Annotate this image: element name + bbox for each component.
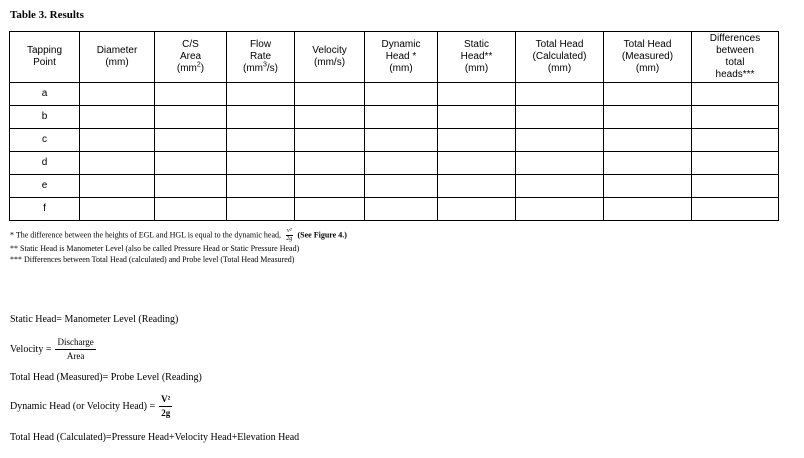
table-row (10, 129, 779, 152)
empty-cell (604, 152, 692, 175)
tapping-point-cell: f (10, 198, 80, 221)
column-header-label: Tapping Point (26, 45, 63, 68)
empty-cell (692, 198, 779, 221)
dynamic-head-fraction (159, 393, 172, 420)
empty-cell (692, 83, 779, 106)
column-header (295, 32, 365, 83)
empty-cell (155, 83, 227, 106)
column-header-label (227, 39, 294, 75)
empty-cell (80, 152, 155, 175)
column-header (227, 32, 295, 83)
tapping-point-cell: a (10, 83, 80, 106)
static-head-formula: Static Head= Manometer Level (Reading) (10, 314, 179, 325)
column-header (365, 32, 438, 83)
tapping-point-cell: e (10, 175, 80, 198)
column-header-label: Velocity (mm/s) (312, 45, 347, 68)
column-header (155, 32, 227, 83)
column-header-label: Differences between total heads*** (709, 33, 761, 80)
empty-cell (80, 83, 155, 106)
table-body (10, 83, 779, 221)
empty-cell (155, 198, 227, 221)
dynamic-head-numerator: V² (159, 393, 172, 407)
empty-cell (692, 175, 779, 198)
empty-cell (227, 198, 295, 221)
column-header (604, 32, 692, 83)
empty-cell (604, 83, 692, 106)
velocity-fraction (55, 336, 95, 363)
footnote-static-head: ** Static Head is Manometer Level (also be called Pressure Head or Static Pressure Head) (10, 244, 300, 253)
empty-cell (295, 83, 365, 106)
empty-cell (155, 106, 227, 129)
column-header-label: Total Head (Measured) (mm) (621, 39, 674, 74)
column-header-label: Diameter (mm) (96, 45, 138, 68)
column-header-label: Dynamic Head * (mm) (381, 39, 421, 74)
footnote-dynamic-head (10, 228, 347, 243)
table-row (10, 152, 779, 175)
column-header (80, 32, 155, 83)
column-header (692, 32, 779, 83)
empty-cell (692, 129, 779, 152)
results-table (9, 31, 779, 221)
empty-cell (516, 83, 604, 106)
empty-cell (365, 106, 438, 129)
empty-cell (227, 129, 295, 152)
column-header-text: Flow Rate (mm (242, 39, 272, 74)
footnote-differences: *** Differences between Total Head (calculated) and Probe level (Total Head Measured) (10, 255, 295, 264)
empty-cell (295, 106, 365, 129)
empty-cell (80, 198, 155, 221)
column-header-text: C/S Area (mm (176, 39, 202, 74)
table-row (10, 175, 779, 198)
empty-cell (365, 198, 438, 221)
empty-cell (227, 106, 295, 129)
empty-cell (227, 175, 295, 198)
empty-cell (516, 175, 604, 198)
empty-cell (227, 83, 295, 106)
empty-cell (604, 198, 692, 221)
figure-reference: (See Figure 4.) (297, 230, 347, 240)
column-header-unit-suffix: ) (200, 63, 205, 74)
empty-cell (295, 198, 365, 221)
header-row (10, 32, 779, 83)
table-title: Table 3. Results (10, 9, 84, 21)
empty-cell (365, 129, 438, 152)
fraction-denominator: 2g (286, 236, 293, 242)
dynamic-head-label: Dynamic Head (or Velocity Head) = (10, 401, 156, 412)
empty-cell (438, 175, 516, 198)
empty-cell (365, 152, 438, 175)
empty-cell (516, 198, 604, 221)
empty-cell (604, 175, 692, 198)
tapping-point-cell: b (10, 106, 80, 129)
empty-cell (80, 106, 155, 129)
footnote-1-text: * The difference between the heights of EGL and HGL is equal to the dynamic head, (10, 230, 282, 240)
empty-cell (604, 129, 692, 152)
empty-cell (604, 106, 692, 129)
empty-cell (155, 175, 227, 198)
empty-cell (295, 129, 365, 152)
column-header (438, 32, 516, 83)
velocity-label: Velocity = (10, 344, 52, 355)
table-row (10, 106, 779, 129)
dynamic-head-denominator: 2g (161, 408, 171, 418)
fraction-numerator: v² (287, 228, 292, 234)
empty-cell (438, 198, 516, 221)
tapping-point-cell: d (10, 152, 80, 175)
empty-cell (438, 152, 516, 175)
empty-cell (516, 106, 604, 129)
empty-cell (295, 175, 365, 198)
column-header (516, 32, 604, 83)
empty-cell (227, 152, 295, 175)
empty-cell (80, 175, 155, 198)
empty-cell (692, 152, 779, 175)
table-row (10, 83, 779, 106)
column-header-superscript: 2 (196, 61, 201, 69)
empty-cell (692, 106, 779, 129)
footnotes (10, 228, 347, 265)
velocity-formula (10, 336, 96, 363)
empty-cell (295, 152, 365, 175)
velocity-denominator: Area (66, 351, 85, 361)
empty-cell (365, 175, 438, 198)
total-head-calculated-formula: Total Head (Calculated)=Pressure Head+Velocity Head+Elevation Head (10, 432, 300, 443)
column-header-label: Static Head** (mm) (460, 39, 493, 74)
empty-cell (438, 106, 516, 129)
column-header-unit-suffix: /s) (266, 63, 278, 74)
empty-cell (516, 152, 604, 175)
column-header-label (155, 39, 226, 75)
column-header (10, 32, 80, 83)
column-header-label: Total Head (Calculated) (mm) (532, 39, 587, 74)
column-header-superscript: 3 (262, 61, 267, 69)
empty-cell (365, 83, 438, 106)
velocity-numerator: Discharge (55, 336, 95, 350)
table-row (10, 198, 779, 221)
empty-cell (155, 129, 227, 152)
empty-cell (438, 129, 516, 152)
dynamic-head-formula (10, 393, 172, 420)
empty-cell (80, 129, 155, 152)
footnote-1-fraction (286, 228, 292, 243)
empty-cell (438, 83, 516, 106)
tapping-point-cell: c (10, 129, 80, 152)
total-head-measured-formula: Total Head (Measured)= Probe Level (Reading) (10, 372, 202, 383)
empty-cell (155, 152, 227, 175)
empty-cell (516, 129, 604, 152)
